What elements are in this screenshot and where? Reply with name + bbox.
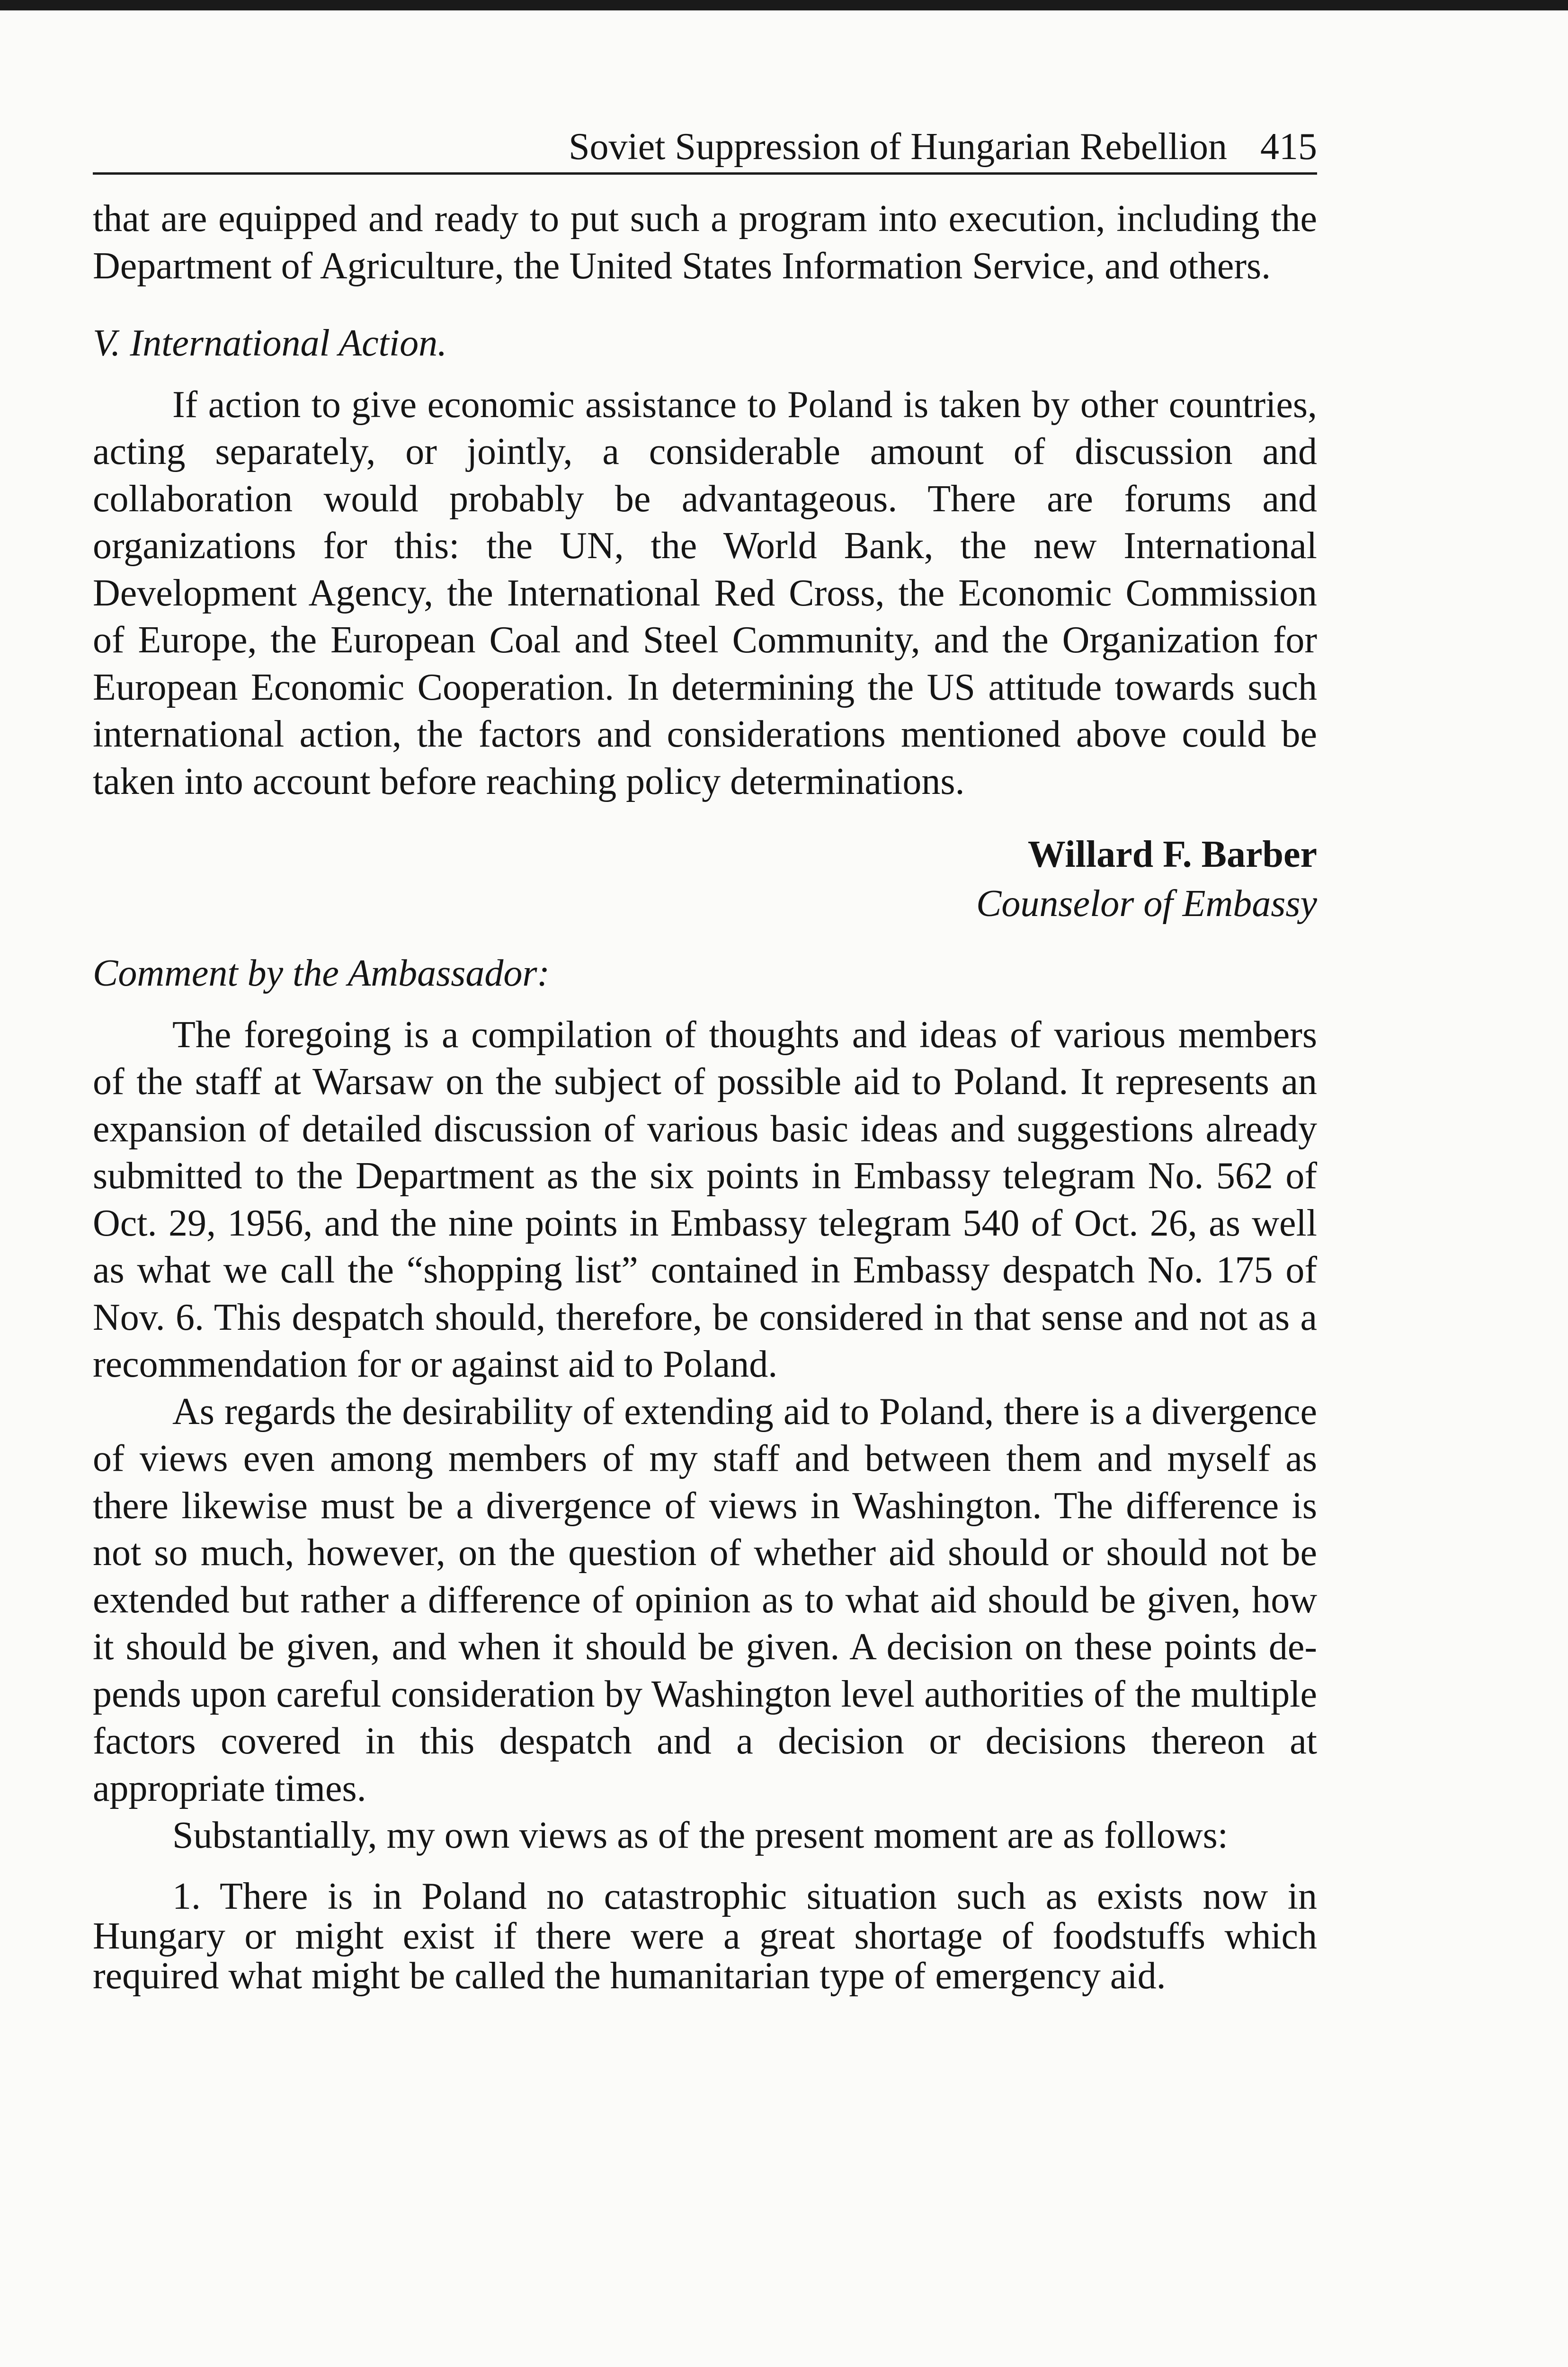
signature-name: Willard F. Barber [1027,834,1317,875]
document-page [93,128,1317,1996]
running-header [93,128,1317,175]
section-v-heading: V. International Action. [93,322,447,364]
comment-heading: Comment by the Ambassador: [93,952,550,994]
scan-top-edge [0,0,1568,10]
numbered-point-1: 1. There is in Poland no catastrophic situation such as exists now in Hungary or might exist if there were a great shortage of foodstuffs which required what might be called the humanitarian type of emergency aid. [93,1875,1317,1997]
running-header-title: Soviet Suppression of Hungarian Rebellion [569,126,1227,168]
comment-paragraph-2: As regards the desirability of extending aid to Poland, there is a divergence of views even among members of my staff and between them and myself as there likewise must be a divergence of views in Washington. The difference is not so much, however, on the question of whether aid should or should not be extended but rather a difference of opinion as to what aid should be given, how it should be given, and when it should be given. A decision on these points depends upon careful consideration by Washington level authorities of the multiple factors covered in this despatch and a decision or decisions thereon at appropriate times. [93,1390,1317,1809]
comment-paragraph-3: Substantially, my own views as of the present moment are as follows: [172,1815,1228,1856]
comment-paragraph-1: The foregoing is a compilation of thoughts and ideas of various members of the staff at Warsaw on the subject of possible aid to Poland. It represents an expansion of detailed discussion of various basic ideas and suggestions already submitted to the Department as the six points in Embassy telegram No. 562 of Oct. 29, 1956, and the nine points in Embassy telegram 540 of Oct. 26, as well as what we call the “shopping list” contained in Embassy despatch No. 175 of Nov. 6. This despatch should, therefore, be considered in that sense and not as a recommendation for or against aid to Poland. [93,1014,1317,1385]
signature-title: Counselor of Embassy [976,883,1317,925]
page-number: 415 [1260,126,1317,168]
section-v-paragraph: If action to give economic assistance to Poland is taken by other countries, acting separately, or jointly, a considerable amount of discussion and collaboration would probably be advantageous. There are forums and organizations for this: the UN, the World Bank, the new International Development Agency, the International Red Cross, the Economic Commission of Europe, the European Coal and Steel Community, and the Organization for European Economic Cooperation. In determining the US attitude towards such international action, the factors and considerations mentioned above could be taken into account before reaching policy determinations. [93,383,1317,802]
signature-block [93,830,1317,928]
continuation-paragraph: that are equipped and ready to put such a program into execution, including the Department of Agriculture, the United States Information Service, and others. [93,198,1317,287]
